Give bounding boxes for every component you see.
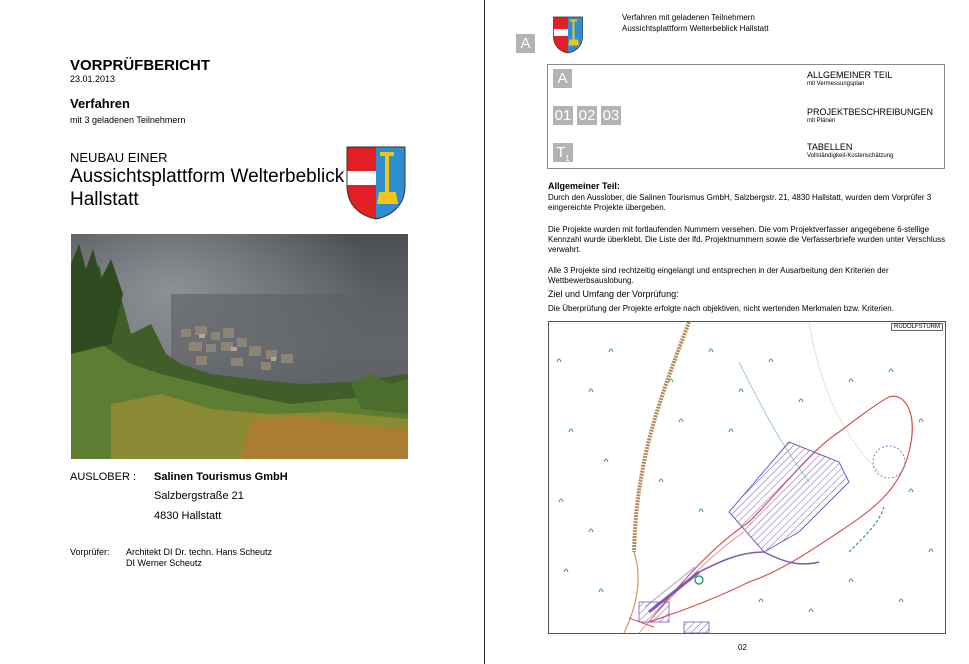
paragraph-3: Alle 3 Projekte sind rechtzeitig eingelangt und entsprechen in der Ausarbeitung den Kriterien der Wettbewerbsauslobung. <box>548 266 889 285</box>
plan-label: RUDOLFSTURM <box>891 323 943 331</box>
index-tile-02: 02 <box>578 107 596 124</box>
client-city: 4830 Hallstatt <box>154 510 222 522</box>
paragraph-2: Die Projekte wurden mit fortlaufenden Nummern versehen. Die vom Projektverfasser angegebene 6-stellige Kennzahl wurde überklebt. Die Liste der lfd. Projektnummern sowie die Verfasserbriefe wurden unter Verschluss verwahrt. <box>548 225 946 254</box>
paragraph-1: Durch den Ausslober, die Salinen Tourismus GmbH, Salzbergstr. 21, 4830 Hallstatt, wurden dem Vorprüfer 3 eingereichte Projekte übergeben. <box>548 193 932 212</box>
index-subtitle-projects: mit Plänen <box>807 118 836 124</box>
client-label: AUSLOBER : <box>70 471 137 483</box>
client-name: Salinen Tourismus GmbH <box>154 471 288 483</box>
page-number: 02 <box>738 643 747 652</box>
index-tile-01: 01 <box>554 107 572 124</box>
report-title: VORPRÜFBERICHT <box>70 57 211 74</box>
section-heading: Allgemeiner Teil: <box>548 181 620 191</box>
client-street: Salzbergstraße 21 <box>154 490 244 502</box>
examiner-label: Vorprüfer: <box>70 547 110 557</box>
paragraph-4: Die Überprüfung der Projekte erfolgte nach objektiven, nicht wertenden Merkmalen bzw. Kriterien. <box>548 304 894 313</box>
cover-page <box>0 0 484 664</box>
index-tile-t-subscript: 1 <box>565 154 570 163</box>
examiner-1: Architekt DI Dr. techn. Hans Scheutz <box>126 547 273 557</box>
report-date: 23.01.2013 <box>70 74 116 84</box>
hallstatt-crest-icon <box>553 16 583 54</box>
content-page <box>485 0 969 664</box>
site-plan-drawing <box>549 322 945 633</box>
project-prefix: NEUBAU EINER <box>70 150 168 165</box>
index-tile-t-letter: T <box>556 144 566 161</box>
examiner-2: DI Werner Scheutz <box>126 558 202 568</box>
section-tile: A <box>516 34 535 53</box>
index-tile-t1 <box>553 143 573 162</box>
index-title-tables: TABELLEN <box>807 142 853 152</box>
procedure-subtitle: mit 3 geladenen Teilnehmern <box>70 115 186 125</box>
index-title-general: ALLGEMEINER TEIL <box>807 70 893 80</box>
index-tile-a: A <box>553 69 572 88</box>
index-tile-03: 03 <box>602 107 620 124</box>
hallstatt-crest-icon <box>346 146 406 220</box>
hallstatt-photo <box>71 234 408 459</box>
running-header-line-1: Verfahren mit geladenen Teilnehmern <box>622 13 755 22</box>
project-title: Aussichtsplattform Welterbeblick Hallstatt <box>70 166 345 210</box>
index-subtitle-general: mit Vermessungsplan <box>807 81 865 87</box>
subheading-scope: Ziel und Umfang der Vorprüfung: <box>548 289 679 299</box>
running-header-line-2: Aussichtsplattform Welterbeblick Hallstatt <box>622 24 769 33</box>
procedure-heading: Verfahren <box>70 96 130 111</box>
index-subtitle-tables: Vollständigkeit-Kostenschätzung <box>807 153 894 159</box>
index-title-projects: PROJEKTBESCHREIBUNGEN <box>807 107 934 117</box>
survey-site-plan <box>548 321 946 634</box>
